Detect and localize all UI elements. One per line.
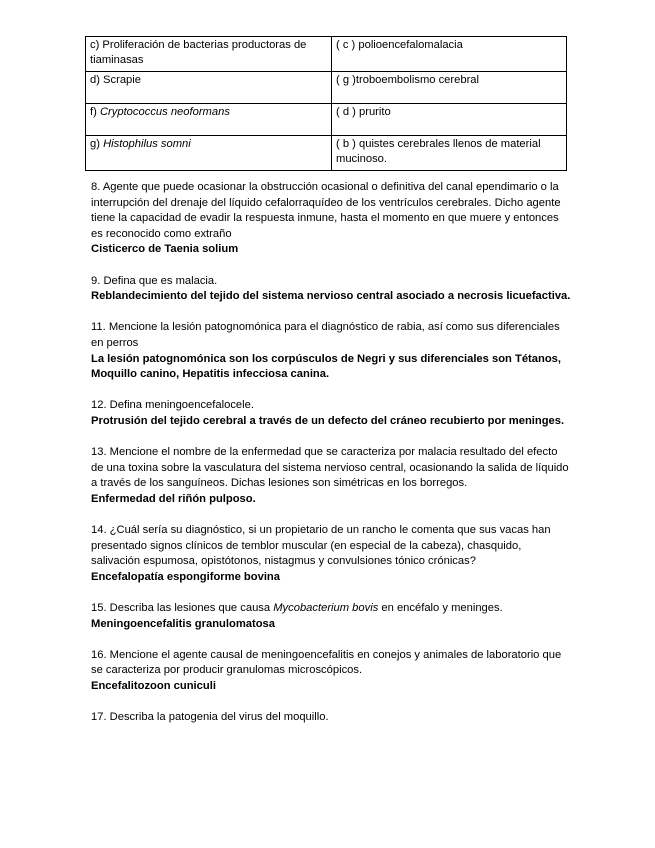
question-block bbox=[91, 445, 571, 507]
question-block bbox=[91, 601, 571, 632]
question-block bbox=[91, 274, 571, 305]
question-block bbox=[91, 523, 571, 585]
question-text bbox=[91, 601, 571, 617]
table-cell-left: c) Proliferación de bacterias productoras de tiaminasas bbox=[86, 37, 332, 72]
table-cell-left bbox=[86, 104, 332, 136]
question-text: 11. Mencione la lesión patognomónica para el diagnóstico de rabia, así como sus diferenciales en perros bbox=[91, 321, 560, 349]
species-name: Histophilus somni bbox=[103, 138, 191, 150]
question-prefix: 15. Describa las lesiones que causa bbox=[91, 602, 274, 615]
table-row bbox=[86, 104, 567, 136]
question-text: 13. Mencione el nombre de la enfermedad que se caracteriza por malacia resultado del efecto de una toxina sobre la vasculatura del sistema nervioso central, ocasionando la salida de líquido a través de los sanguíneos. Dichas lesiones son simétricas en los borregos. bbox=[91, 446, 569, 490]
questions-section bbox=[91, 180, 571, 741]
table-row bbox=[86, 37, 567, 72]
answer-text: Protrusión del tejido cerebral a través de un defecto del cráneo recubierto por meninges. bbox=[91, 414, 565, 427]
table-cell-right: ( c ) polioencefalomalacia bbox=[332, 37, 567, 72]
table-row bbox=[86, 136, 567, 171]
answer-text: Encefalopatía espongiforme bovina bbox=[91, 570, 280, 583]
row-letter: f) bbox=[90, 106, 100, 118]
answer-text: Cisticerco de Taenia solium bbox=[91, 243, 239, 256]
matching-table bbox=[85, 36, 567, 171]
table-cell-left: d) Scrapie bbox=[86, 72, 332, 104]
question-block bbox=[91, 648, 571, 695]
row-letter: g) bbox=[90, 138, 104, 150]
answer-text: Encefalitozoon cuniculi bbox=[91, 680, 216, 692]
table-row bbox=[86, 72, 567, 104]
question-block bbox=[91, 180, 571, 258]
question-text: 8. Agente que puede ocasionar la obstrucción ocasional o definitiva del canal ependimario o la interrupción del drenaje del líquido cefalorraquídeo de los ventrículos cerebrales. Dicho agente tiene la capacidad de evadir la respuesta inmune, hasta el momento en que muere y entonces es reconocido como extraño bbox=[91, 181, 561, 240]
question-block bbox=[91, 320, 571, 382]
question-text: 12. Defina meningoencefalocele. bbox=[91, 399, 254, 412]
table-cell-right: ( b ) quistes cerebrales llenos de material mucinoso. bbox=[332, 136, 567, 171]
answer-text: Enfermedad del riñón pulposo. bbox=[91, 492, 256, 505]
question-text: 14. ¿Cuál sería su diagnóstico, si un propietario de un rancho le comenta que sus vacas han presentado signos clínicos de temblor muscular (en especial de la cabeza), chasquido, salivación espumosa, opistótonos, nistagmus y convulsiones tónico crónicas? bbox=[91, 524, 551, 568]
question-block bbox=[91, 398, 571, 429]
species-name: Mycobacterium bovis bbox=[273, 602, 379, 615]
table-cell-left bbox=[86, 136, 332, 171]
question-text: 17. Describa la patogenia del virus del moquillo. bbox=[91, 711, 329, 724]
question-block bbox=[91, 710, 571, 726]
question-suffix: en encéfalo y meninges. bbox=[378, 602, 503, 615]
table-cell-right: ( d ) prurito bbox=[332, 104, 567, 136]
species-name: Cryptococcus neoformans bbox=[99, 106, 230, 118]
question-text: 16. Mencione el agente causal de meningoencefalitis en conejos y animales de laboratorio que se caracteriza por producir granulomas microscópicos. bbox=[91, 648, 562, 677]
table-cell-right: ( g )troboembolismo cerebral bbox=[332, 72, 567, 104]
answer-text: Meningoencefalitis granulomatosa bbox=[91, 617, 276, 630]
question-text: 9. Defina que es malacia. bbox=[91, 274, 218, 287]
answer-text: Reblandecimiento del tejido del sistema nervioso central asociado a necrosis licuefactiva. bbox=[91, 290, 571, 303]
answer-text: La lesión patognomónica son los corpúsculos de Negri y sus diferenciales son Tétanos, Moquillo canino, Hepatitis infecciosa canina. bbox=[91, 352, 561, 381]
